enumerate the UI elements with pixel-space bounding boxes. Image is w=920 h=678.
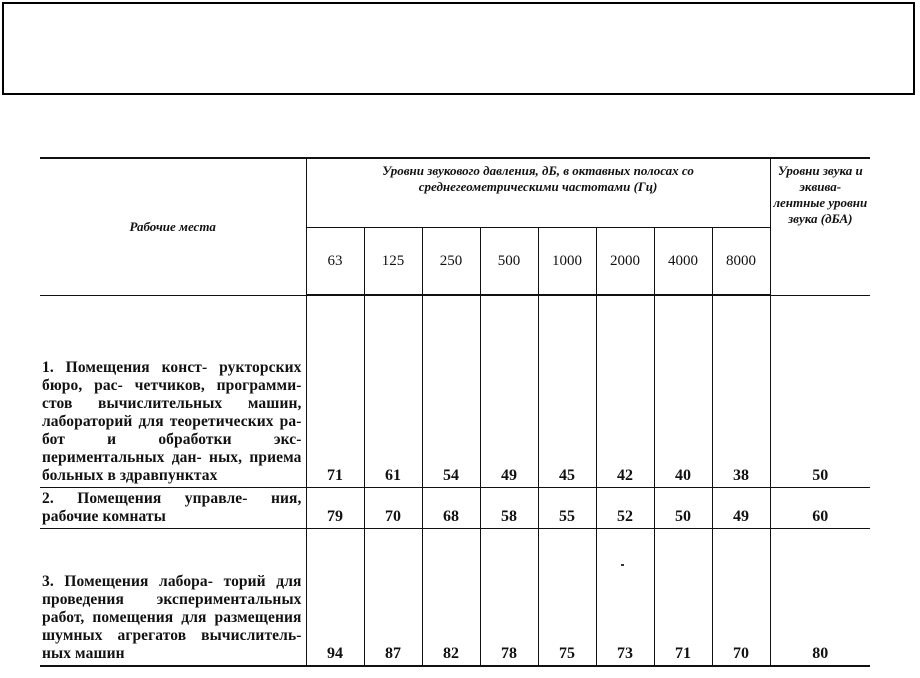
- frequency-header-cell: 125: [364, 228, 422, 296]
- sound-pressure-value: 55: [538, 487, 596, 528]
- sound-pressure-value: 58: [480, 487, 538, 528]
- sound-pressure-value: 71: [654, 528, 712, 666]
- sound-pressure-value: 87: [364, 528, 422, 666]
- sound-pressure-value: 70: [364, 487, 422, 528]
- sound-pressure-value: 68: [422, 487, 480, 528]
- table-row: [40, 528, 870, 666]
- workplace-cell: 2. Помещения управле- ния, рабочие комнаты: [40, 487, 306, 528]
- frequency-header-cell: 2000: [596, 228, 654, 296]
- scan-speck: [621, 564, 624, 566]
- frequency-header-cell: 8000: [712, 228, 770, 296]
- table-body: [40, 295, 870, 666]
- sound-pressure-value: 82: [422, 528, 480, 666]
- sound-level-value: 50: [770, 295, 870, 487]
- frequency-header-cell: 500: [480, 228, 538, 296]
- sound-pressure-value: 49: [480, 295, 538, 487]
- workplace-cell: 3. Помещения лабора- торий для проведения экспериментальных работ, помещения для размещения шумных агрегатов вычислитель- ных машин: [40, 528, 306, 666]
- sound-pressure-value: 42: [596, 295, 654, 487]
- sound-pressure-value: 50: [654, 487, 712, 528]
- frequency-header-cell: 1000: [538, 228, 596, 296]
- workplace-cell: 1. Помещения конст- рукторских бюро, рас- четчиков, программи- стов вычислительных машин, лабораторий для теоретических ра- бот и обработки экс- периментальных дан- ных, приема больных в здравпунктах: [40, 295, 306, 487]
- sound-pressure-value: 40: [654, 295, 712, 487]
- sound-pressure-value: 78: [480, 528, 538, 666]
- sound-pressure-value: 49: [712, 487, 770, 528]
- sound-pressure-value: 73: [596, 528, 654, 666]
- frequency-header-cell: 63: [306, 228, 364, 296]
- sound-pressure-value: 54: [422, 295, 480, 487]
- sound-level-value: 80: [770, 528, 870, 666]
- table-row: [40, 487, 870, 528]
- sound-level-value: 60: [770, 487, 870, 528]
- frequency-header-cell: 4000: [654, 228, 712, 296]
- sound-pressure-value: 79: [306, 487, 364, 528]
- frequency-header-cell: 250: [422, 228, 480, 296]
- title-box: [2, 2, 915, 95]
- sound-pressure-value: 94: [306, 528, 364, 666]
- sound-pressure-value: 38: [712, 295, 770, 487]
- noise-norms-table-container: [40, 157, 870, 667]
- noise-norms-table: [40, 157, 870, 667]
- sound-pressure-value: 52: [596, 487, 654, 528]
- sound-pressure-value: 71: [306, 295, 364, 487]
- header-sound-pressure-bands: Уровни звукового давления, дБ, в октавных полосах со среднегеометрическими частотами (Гц): [306, 158, 770, 228]
- sound-pressure-value: 75: [538, 528, 596, 666]
- table-row: [40, 295, 870, 487]
- sound-pressure-value: 61: [364, 295, 422, 487]
- sound-pressure-value: 45: [538, 295, 596, 487]
- header-sound-level: Уровни звука и эквива- лентные уровни звука (дБА): [770, 158, 870, 295]
- sound-pressure-value: 70: [712, 528, 770, 666]
- header-workplace: Рабочие места: [40, 158, 306, 295]
